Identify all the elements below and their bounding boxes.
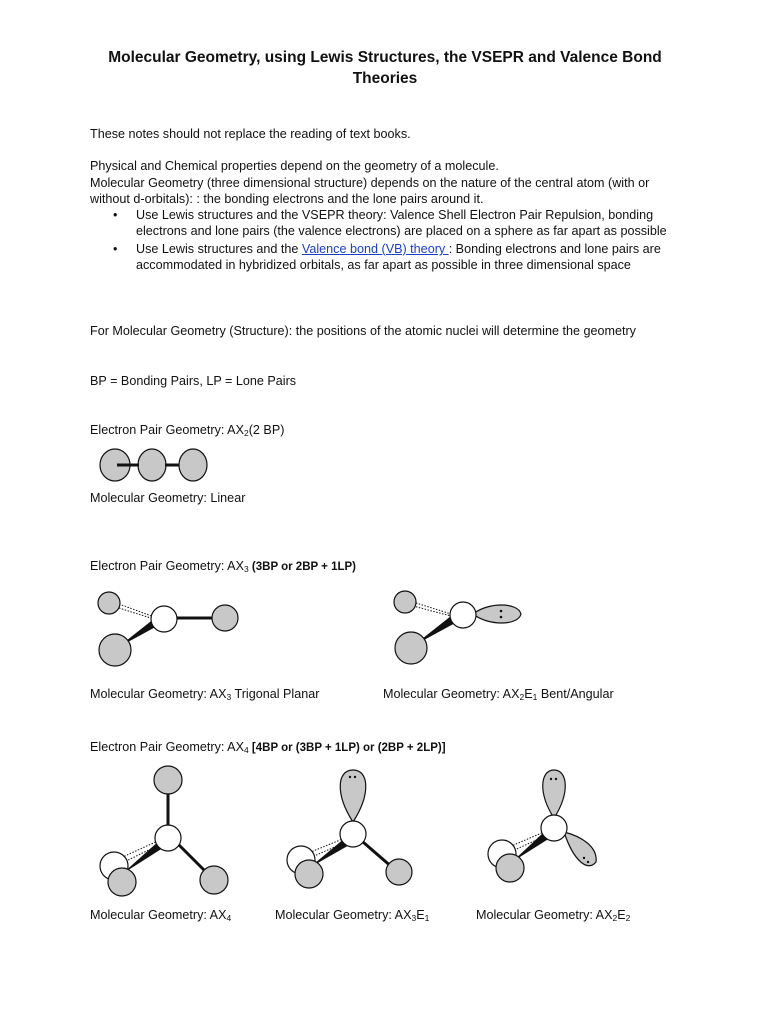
lone-pair-lobe — [543, 770, 566, 818]
list-item-vb — [90, 241, 680, 273]
outer-atom — [395, 632, 427, 664]
central-atom — [340, 821, 366, 847]
ax4-heading: Electron Pair Geometry: $AX_4$ [4BP or (3BP + 1LP) or (2BP + 2LP)] — [90, 740, 446, 755]
central-atom — [541, 815, 567, 841]
electron-dot — [555, 778, 557, 780]
intro-note: These notes should not replace the reading of text books. — [90, 127, 411, 141]
document-title: Molecular Geometry, using Lewis Structures, the VSEPR and Valence Bond Theories — [108, 49, 662, 87]
outer-atom — [108, 868, 136, 896]
outer-atom — [496, 854, 524, 882]
ax3-heading: Electron Pair Geometry: $AX_3$ (3BP or 2BP + 1LP) — [90, 559, 356, 574]
ax4-caption-ax2e2: Molecular Geometry: $AX_2E_2$ — [476, 908, 631, 923]
bullet-icon: • — [113, 242, 118, 256]
outer-atom — [200, 866, 228, 894]
outer-atom — [179, 449, 207, 481]
electron-dot — [587, 861, 589, 863]
structure-note: For Molecular Geometry (Structure): the positions of the atomic nuclei will determine the geometry — [90, 324, 636, 338]
vb-text-post: : Bonding electrons and lone pairs are accommodated in hybridized orbitals, as far apart as possible in three dimensional space — [136, 242, 661, 272]
trigonal-planar-diagram — [95, 588, 245, 672]
hashed-bond — [413, 606, 451, 616]
outer-atom — [154, 766, 182, 794]
bent-molecule-diagram — [393, 588, 533, 672]
trigonal-pyramidal-diagram — [283, 764, 423, 900]
outer-atom — [99, 634, 131, 666]
tetrahedral-diagram — [98, 764, 238, 900]
vsepr-text: Use Lewis structures and the VSEPR theory: Valence Shell Electron Pair Repulsion, bonding electrons and lone pairs (the valence electrons) are placed on a sphere as far apart as possible — [136, 208, 667, 238]
bullet-icon: • — [113, 208, 118, 222]
valence-bond-link[interactable]: Valence bond (VB) theory — [301, 242, 449, 256]
central-atom — [151, 606, 177, 632]
list-item-vsepr — [90, 207, 680, 239]
ax4-caption-tetrahedral: Molecular Geometry: $AX_4$ — [90, 908, 232, 923]
properties-sentence: Physical and Chemical properties depend on the geometry of a molecule. — [90, 159, 499, 173]
ax4-caption-ax3e1: Molecular Geometry: $AX_3E_1$ — [275, 908, 430, 923]
electron-dot — [500, 610, 503, 613]
ax3-caption-trigonal: Molecular Geometry: $AX_3$ Trigonal Planar — [90, 687, 320, 702]
bent-tetrahedral-diagram — [484, 764, 624, 900]
outer-atom — [386, 859, 412, 885]
geometry-dependence-sentence: Molecular Geometry (three dimensional structure) depends on the nature of the central atom (with or without d-orbitals): : the bonding electrons and the lone pairs around it. — [90, 176, 650, 206]
outer-atom — [295, 860, 323, 888]
electron-dot — [354, 776, 356, 778]
central-atom — [155, 825, 181, 851]
ax3-caption-bent: Molecular Geometry: $AX_2E_1$ Bent/Angular — [383, 687, 614, 702]
ax2-heading: Electron Pair Geometry: $AX_2(2$ BP) — [90, 423, 285, 438]
lone-pair-lobe — [473, 605, 521, 623]
outer-atom — [212, 605, 238, 631]
electron-dot — [500, 616, 503, 619]
bp-lp-legend: BP = Bonding Pairs, LP = Lone Pairs — [90, 374, 297, 388]
lone-pair-lobe — [564, 832, 596, 866]
vb-text-pre: Use Lewis structures and the — [136, 242, 302, 256]
electron-dot — [583, 857, 585, 859]
theory-list — [90, 207, 680, 275]
central-atom — [138, 449, 166, 481]
outer-atom — [394, 591, 416, 613]
central-atom — [450, 602, 476, 628]
linear-molecule-diagram — [95, 444, 215, 488]
electron-dot — [349, 776, 351, 778]
outer-atom — [98, 592, 120, 614]
bond-line — [178, 844, 206, 872]
lone-pair-lobe — [340, 770, 366, 822]
ax2-caption: Molecular Geometry: Linear — [90, 491, 246, 505]
electron-dot — [550, 778, 552, 780]
